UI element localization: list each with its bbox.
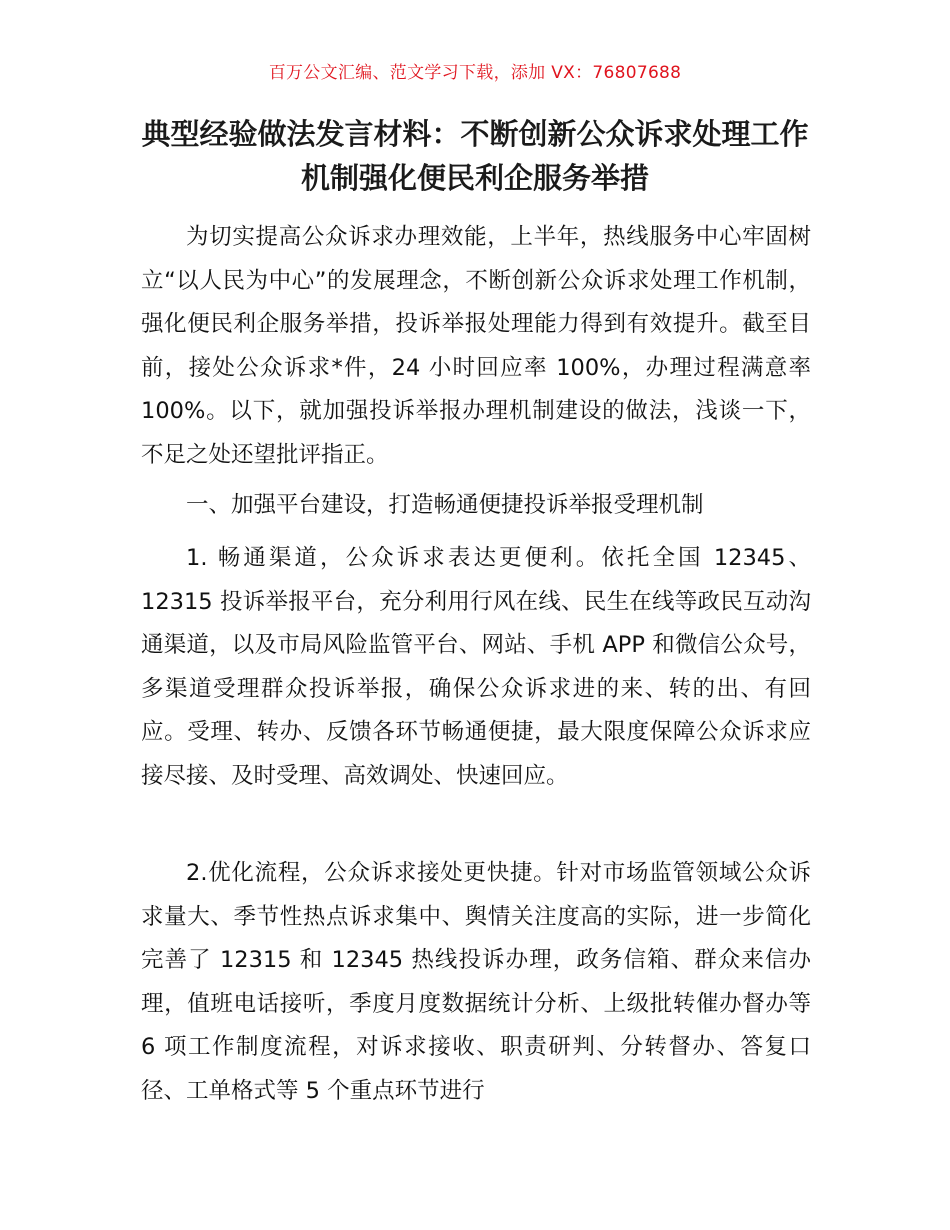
paragraph-item-1: 1. 畅通渠道，公众诉求表达更便利。依托全国 12345、12315 投诉举报平台，充分利用行风在线、民生在线等政民互动沟通渠道，以及市局风险监管平台、网站、手机 APP 和微信公众号，多渠道受理群众投诉举报，确保公众诉求进的来、转的出、有回应。受理、转办、反馈各环节畅通便捷，最大限度保障公众诉求应接尽接、及时受理、高效调处、快速回应。 <box>141 545 811 789</box>
document-title: 典型经验做法发言材料：不断创新公众诉求处理工作机制强化便民利企服务举措 <box>141 117 809 195</box>
paragraph-intro: 为切实提高公众诉求办理效能，上半年，热线服务中心牢固树立“以人民为中心”的发展理念，不断创新公众诉求处理工作机制，强化便民利企服务举措，投诉举报处理能力得到有效提升。截至目前，接处公众诉求*件，24 小时回应率 100%，办理过程满意率 100%。以下，就加强投诉举报办理机制建设的做法，浅谈一下，不足之处还望批评指正。 <box>141 224 811 468</box>
section-heading-1: 一、加强平台建设，打造畅通便捷投诉举报受理机制 <box>186 492 704 518</box>
watermark-text: 百万公文汇编、范文学习下载，添加 VX：76807688 <box>268 63 682 83</box>
paragraph-item-2: 2.优化流程，公众诉求接处更快捷。针对市场监管领域公众诉求量大、季节性热点诉求集中、舆情关注度高的实际，进一步简化完善了 12315 和 12345 热线投诉办理，政务信箱、群众来信办理，值班电话接听，季度月度数据统计分析、上级批转催办督办等 6 项工作制度流程，对诉求接收、职责研判、分转督办、答复口径、工单格式等 5 个重点环节进行 <box>141 860 811 1104</box>
